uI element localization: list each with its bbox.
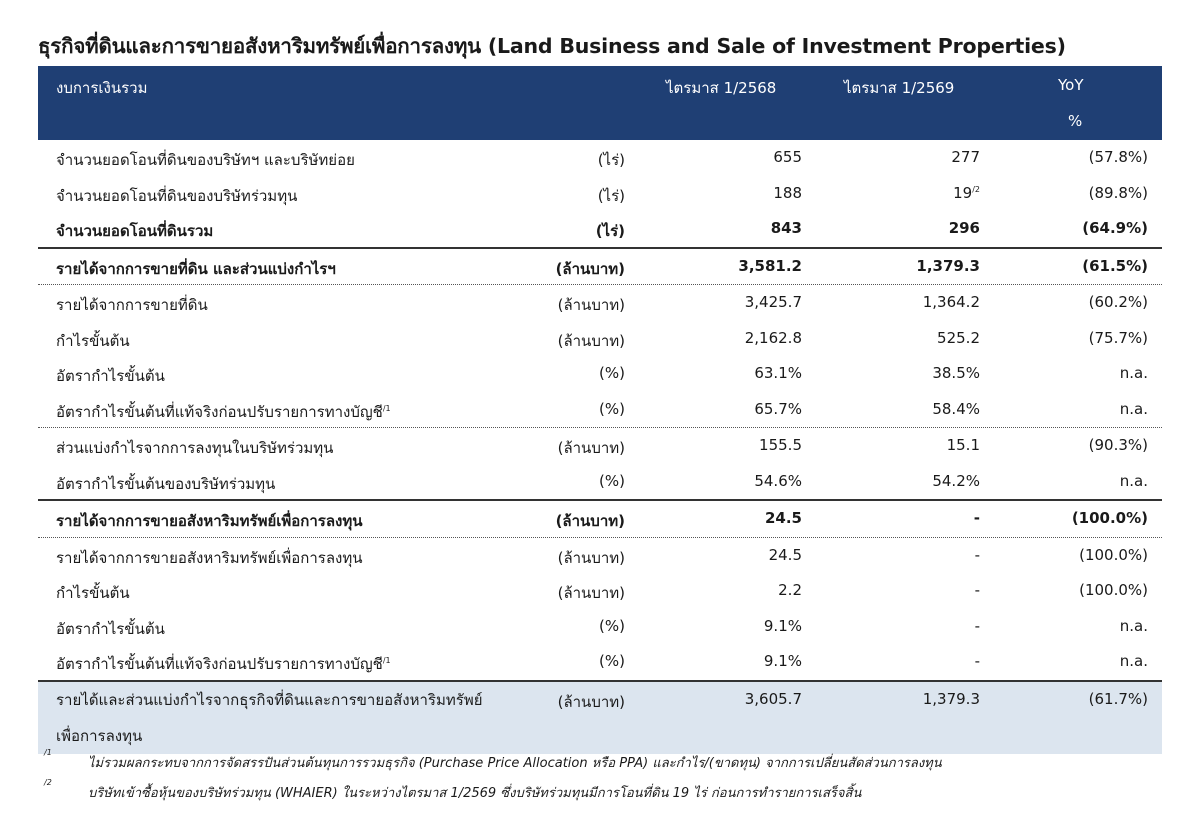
row-yoy-value: [1072, 509, 1148, 527]
row-unit-text: (ไร่): [597, 186, 625, 205]
row-label-text: อัตรากำไรขั้นต้น: [56, 367, 165, 385]
row-q2-value-text: 54.2%: [932, 471, 980, 490]
row-q2-value-text: 277: [951, 148, 980, 166]
row-unit: [558, 546, 625, 570]
financial-table: [38, 66, 1162, 754]
row-label: [56, 329, 130, 353]
row-q1-value: [773, 184, 802, 202]
row-q1-value: [769, 546, 802, 564]
row-label-text: กำไรขั้นต้น: [56, 331, 130, 350]
row-label: [56, 400, 391, 424]
row-yoy-value: [1079, 546, 1148, 564]
row-label: [56, 581, 130, 605]
row-yoy-value: [1082, 219, 1148, 237]
row-label: [56, 148, 355, 172]
row-q1-value-text: 655: [773, 148, 802, 166]
row-label: [56, 364, 165, 388]
row-q2-value-text: 38.5%: [932, 364, 980, 382]
footnote-marker: /2: [44, 778, 52, 787]
row-q2-value-text: 58.4%: [932, 399, 980, 418]
total-q2: 1,379.3: [922, 689, 980, 708]
row-unit-text: (ล้านบาท): [555, 512, 625, 530]
row-q2-value-text: 525.2: [937, 328, 980, 347]
total-label: รายได้และส่วนแบ่งกำไรจากธุรกิจที่ดินและการขายอสังหาริมทรัพย์เพื่อการลงทุน: [56, 690, 483, 745]
row-label: [56, 184, 297, 208]
row-q1-value-text: 54.6%: [754, 471, 802, 490]
total-yoy: (61.7%): [1088, 689, 1148, 708]
row-q1-value: [764, 652, 802, 670]
row-label: [56, 472, 275, 496]
total-row: [38, 680, 1162, 754]
table-row: [38, 499, 1162, 537]
row-q1-value: [754, 364, 802, 382]
header-q1: ไตรมาส 1/2568: [666, 79, 777, 97]
footnote-text: ไม่รวมผลกระทบจากการจัดสรรปันส่วนต้นทุนการรวมธุรกิจ (Purchase Price Allocation หรือ PPA) และกำไร/(ขาดทุน) จากการเปลี่ยนสัดส่วนการลงทุน: [88, 756, 942, 771]
row-yoy-value-text: n.a.: [1119, 471, 1148, 490]
row-q1-value-text: 2,162.8: [744, 328, 802, 347]
row-yoy-value-text: n.a.: [1119, 652, 1148, 670]
row-unit-text: (ล้านบาท): [557, 331, 625, 350]
row-unit: [599, 364, 625, 382]
footnote-ref: /1: [382, 403, 391, 413]
row-yoy-value-text: (90.3%): [1088, 436, 1148, 454]
row-q1-value: [765, 509, 802, 527]
row-q2-value: [947, 436, 980, 454]
row-unit-text: (ล้านบาท): [557, 584, 625, 602]
row-unit: [558, 436, 625, 460]
row-q2-value: [937, 329, 980, 347]
table-row: [38, 211, 1162, 247]
row-yoy-value: [1089, 184, 1148, 202]
row-q2-value: [916, 257, 980, 275]
row-unit: [558, 329, 625, 353]
row-q1-value: [745, 329, 802, 347]
table-row: [38, 247, 1162, 285]
row-yoy-value: [1120, 400, 1148, 418]
row-label-text: อัตรากำไรขั้นต้นที่แท้จริงก่อนปรับรายการทางบัญชี: [56, 655, 383, 673]
row-unit-text: (ไร่): [595, 222, 625, 240]
row-yoy-value-text: (64.9%): [1082, 219, 1148, 237]
row-q1-value: [764, 617, 802, 635]
row-unit: [599, 617, 625, 635]
row-q2-value: [953, 184, 980, 202]
row-q2-value-text: -: [974, 581, 980, 599]
row-q2-value-text: 296: [948, 219, 980, 237]
footnote-ref: /2: [972, 184, 980, 194]
row-unit-text: (ล้านบาท): [557, 439, 625, 457]
row-q1-value-text: 9.1%: [763, 616, 802, 635]
row-q2-value: [975, 581, 980, 599]
header-yoy-unit: %: [1068, 112, 1083, 130]
row-label-text: จำนวนยอดโอนที่ดินรวม: [56, 222, 214, 240]
header-yoy: YoY: [1058, 76, 1084, 94]
row-q1-value: [771, 219, 802, 237]
row-yoy-value: [1089, 329, 1148, 347]
row-unit-text: (ล้านบาท): [555, 259, 625, 278]
row-q1-value-text: 24.5: [764, 509, 802, 527]
row-label-text: รายได้จากการขายที่ดิน: [56, 296, 208, 314]
row-q2-value: [975, 546, 980, 564]
row-q2-value-text: -: [974, 616, 980, 635]
row-yoy-value-text: (100.0%): [1079, 545, 1148, 564]
row-q1-value-text: 9.1%: [763, 652, 802, 670]
row-label-text: อัตรากำไรขั้นต้นของบริษัทร่วมทุน: [56, 474, 276, 493]
row-q1-value-text: 63.1%: [754, 364, 802, 382]
row-yoy-value-text: n.a.: [1119, 364, 1148, 382]
row-q1-value: [738, 257, 802, 275]
table-row: [38, 176, 1162, 212]
row-label-text: จำนวนยอดโอนที่ดินของบริษัทร่วมทุน: [56, 186, 298, 205]
row-unit-text: (ไร่): [597, 151, 625, 169]
row-label: [56, 436, 333, 460]
header-q2: ไตรมาส 1/2569: [844, 79, 955, 97]
row-q2-value: [949, 219, 980, 237]
row-q2-value: [975, 617, 980, 635]
row-q2-value: [951, 148, 980, 166]
row-q2-value-text: 15.1: [946, 436, 980, 454]
footnote-text: บริษัทเข้าซื้อหุ้นของบริษัทร่วมทุน (WHAIER) ในระหว่างไตรมาส 1/2569 ซึ่งบริษัทร่วมทุนมีการโอนที่ดิน 19 ไร่ ก่อนการทำรายการเสร็จสิ้น: [88, 786, 862, 801]
row-q1-value-text: 24.5: [768, 545, 802, 564]
table-row: [38, 392, 1162, 428]
row-unit: [556, 257, 625, 281]
row-label: [56, 219, 213, 243]
table-row: [38, 537, 1162, 574]
row-unit-text: (%): [599, 364, 625, 382]
row-label: [56, 617, 165, 641]
row-q1-value-text: 3,425.7: [744, 293, 802, 311]
row-label: [56, 293, 208, 317]
row-unit: [599, 472, 625, 490]
row-q2-value-text: -: [974, 545, 980, 564]
row-unit: [556, 509, 625, 533]
table-row: [38, 321, 1162, 357]
row-yoy-value: [1120, 652, 1148, 670]
table-body: [38, 140, 1162, 680]
row-q2-value: [923, 293, 980, 311]
row-unit-text: (ล้านบาท): [557, 548, 625, 567]
row-yoy-value: [1120, 617, 1148, 635]
row-label-text: รายได้จากการขายที่ดิน และส่วนแบ่งกำไรฯ: [56, 259, 336, 278]
row-yoy-value: [1120, 472, 1148, 490]
row-q2-value-text: 1,364.2: [922, 293, 980, 311]
row-label: [56, 257, 336, 281]
row-yoy-value-text: (100.0%): [1079, 581, 1148, 599]
row-yoy-value-text: n.a.: [1119, 399, 1148, 418]
row-q1-value: [745, 293, 802, 311]
row-q1-value-text: 188: [773, 183, 802, 202]
table-row: [38, 609, 1162, 645]
row-label-text: รายได้จากการขายอสังหาริมทรัพย์เพื่อการลงทุน: [56, 548, 363, 567]
row-unit: [598, 148, 625, 172]
footnote-marker: /1: [44, 748, 52, 757]
header-label: งบการเงินรวม: [56, 79, 148, 97]
row-yoy-value: [1089, 148, 1148, 166]
row-unit-text: (%): [599, 471, 625, 490]
row-unit-text: (%): [599, 399, 625, 418]
row-yoy-value-text: (100.0%): [1071, 509, 1148, 527]
row-q1-value: [773, 148, 802, 166]
row-q1-value: [754, 472, 802, 490]
row-q2-value-text: 19: [953, 183, 973, 202]
row-q1-value: [759, 436, 802, 454]
row-label-text: จำนวนยอดโอนที่ดินของบริษัทฯ และบริษัทย่อย: [56, 151, 355, 169]
table-row: [38, 644, 1162, 680]
row-q2-value-text: -: [974, 652, 980, 670]
page-title: ธุรกิจที่ดินและการขายอสังหาริมทรัพย์เพื่อการลงทุน (Land Business and Sale of Investment Properties): [38, 34, 1066, 58]
row-unit: [599, 400, 625, 418]
table-row: [38, 356, 1162, 392]
total-unit: (ล้านบาท): [557, 692, 625, 711]
total-q1: 3,605.7: [744, 689, 802, 708]
row-unit: [558, 581, 625, 605]
footnote-ref: /1: [382, 656, 391, 665]
row-label-text: รายได้จากการขายอสังหาริมทรัพย์เพื่อการลงทุน: [56, 512, 363, 530]
row-q1-value-text: 65.7%: [754, 399, 802, 418]
row-label: [56, 546, 362, 570]
row-q2-value: [975, 652, 980, 670]
row-yoy-value-text: (61.5%): [1082, 256, 1148, 275]
row-q2-value: [932, 472, 980, 490]
table-row: [38, 140, 1162, 176]
row-yoy-value-text: n.a.: [1119, 616, 1148, 635]
row-yoy-value-text: (75.7%): [1088, 328, 1148, 347]
table-row: [38, 464, 1162, 500]
row-yoy-value-text: (60.2%): [1088, 293, 1148, 311]
row-q2-value: [932, 400, 980, 418]
row-q2-value: [932, 364, 980, 382]
row-unit: [599, 652, 625, 670]
row-q1-value: [778, 581, 802, 599]
row-unit-text: (ล้านบาท): [557, 296, 625, 314]
row-q1-value-text: 2.2: [778, 581, 802, 599]
row-q1-value-text: 3,581.2: [738, 256, 802, 275]
row-yoy-value: [1082, 257, 1148, 275]
row-label-text: อัตรากำไรขั้นต้นที่แท้จริงก่อนปรับรายการทางบัญชี: [56, 402, 383, 421]
row-label-text: อัตรากำไรขั้นต้น: [56, 619, 165, 638]
row-label-text: กำไรขั้นต้น: [56, 584, 130, 602]
row-label: [56, 652, 391, 676]
row-yoy-value-text: (57.8%): [1088, 148, 1148, 166]
table-row: [38, 284, 1162, 321]
table-row: [38, 427, 1162, 464]
row-unit: [598, 184, 625, 208]
row-unit: [558, 293, 625, 317]
row-q2-value-text: 1,379.3: [916, 256, 980, 275]
row-yoy-value: [1079, 581, 1148, 599]
row-yoy-value: [1120, 364, 1148, 382]
row-q2-value: [974, 509, 980, 527]
row-yoy-value: [1089, 436, 1148, 454]
row-q1-value-text: 155.5: [759, 436, 802, 454]
table-header: [38, 66, 1162, 140]
table-row: [38, 573, 1162, 609]
row-q2-value-text: -: [973, 509, 980, 527]
row-q1-value: [754, 400, 802, 418]
row-yoy-value: [1089, 293, 1148, 311]
row-unit-text: (%): [599, 616, 625, 635]
row-yoy-value-text: (89.8%): [1088, 183, 1148, 202]
row-label: [56, 509, 362, 533]
row-label-text: ส่วนแบ่งกำไรจากการลงทุนในบริษัทร่วมทุน: [56, 439, 334, 457]
row-q1-value-text: 843: [770, 219, 802, 237]
row-unit-text: (%): [599, 652, 625, 670]
row-unit: [596, 219, 625, 243]
